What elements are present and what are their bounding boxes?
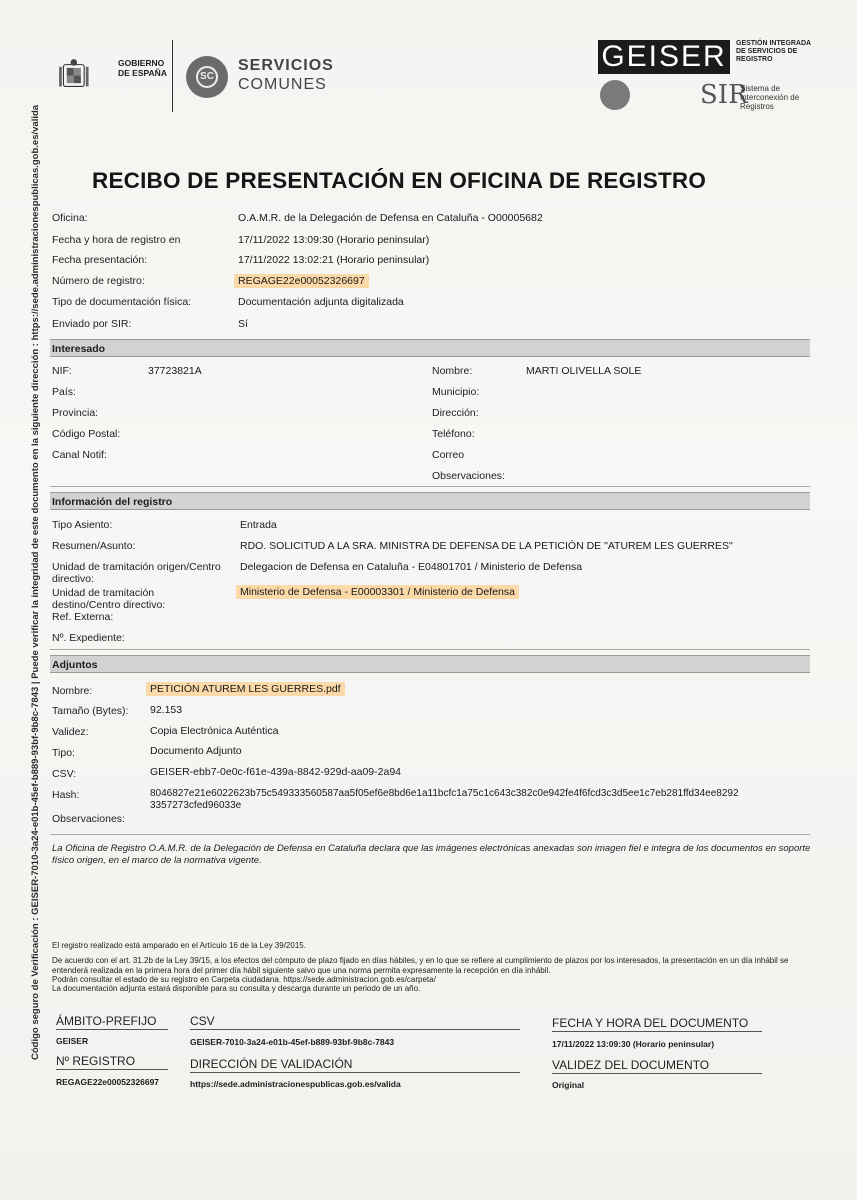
adjunto-observaciones-label: Observaciones: [52, 813, 125, 825]
destino-value: Ministerio de Defensa - E00003301 / Ministerio de Defensa [236, 585, 519, 599]
sc-emblem-icon: SC [196, 66, 218, 88]
tipo-asiento-value: Entrada [240, 519, 277, 531]
servicios-word: SERVICIOS [238, 57, 334, 74]
declaration-notice: La Oficina de Registro O.A.M.R. de la Delegación de Defensa en Cataluña declara que las imágenes electrónicas anexadas son imagen fiel e integra de los documentos en soporte físico origen, en el marco de la normativa vigente. [52, 843, 811, 866]
servicios-comunes-text [238, 56, 334, 94]
fecha-hora-label: Fecha y hora de registro en [52, 234, 181, 246]
municipio-label: Municipio: [432, 386, 480, 398]
nro-registro-value: REGAGE22e00052326697 [56, 1077, 160, 1087]
origen-label-2: directivo: [52, 573, 95, 585]
ref-externa-label: Ref. Externa: [52, 611, 114, 623]
ambito-prefijo-value: GEISER [56, 1036, 89, 1046]
origen-label-1: Unidad de tramitación origen/Centro [52, 561, 221, 573]
origen-value: Delegacion de Defensa en Cataluña - E04801701 / Ministerio de Defensa [240, 561, 583, 573]
tamano-value: 92.153 [150, 704, 183, 716]
geiser-subtitle: GESTIÓN INTEGRADA DE SERVICIOS DE REGISTRO [736, 40, 811, 63]
fecha-presentacion-value: 17/11/2022 13:02:21 (Horario peninsular) [238, 254, 430, 266]
sir-subtitle: Sistema de Interconexión de Registros [740, 84, 800, 111]
csv-value: GEISER-ebb7-0e0c-f61e-439a-8842-929d-aa09-2a94 [150, 766, 402, 778]
divider [552, 1031, 762, 1032]
hash-value-line-2: 3357273cfed96033e [150, 800, 242, 811]
destino-wrap [240, 586, 519, 598]
nombre-value: MARTI OLIVELLA SOLE [526, 365, 642, 377]
direccion-validacion-value: https://sede.administracionespublicas.gob.es/valida [190, 1079, 401, 1089]
canal-notif-label: Canal Notif: [52, 449, 107, 461]
numero-registro-wrap [238, 275, 369, 287]
logo-divider [172, 40, 173, 112]
resumen-value: RDO. SOLICITUD A LA SRA. MINISTRA DE DEFENSA DE LA PETICIÓN DE "ATUREM LES GUERRES" [240, 540, 733, 552]
ambito-prefijo-label: ÁMBITO-PREFIJO [56, 1014, 157, 1028]
page-title: RECIBO DE PRESENTACIÓN EN OFICINA DE REGISTRO [92, 168, 707, 193]
divider [56, 1029, 168, 1030]
telefono-label: Teléfono: [432, 428, 475, 440]
legal-line-1: El registro realizado está amparado en el Artículo 16 de la Ley 39/2015. [52, 941, 306, 950]
csv-label: CSV: [52, 768, 77, 780]
direccion-validacion-label: DIRECCIÓN DE VALIDACIÓN [190, 1057, 353, 1071]
direccion-label: Dirección: [432, 407, 479, 419]
validez-documento-label: VALIDEZ DEL DOCUMENTO [552, 1058, 710, 1072]
interesado-section-header: Interesado [50, 339, 810, 357]
sir-logo: SIR [700, 80, 748, 110]
resumen-label: Resumen/Asunto: [52, 540, 136, 552]
oficina-value: O.A.M.R. de la Delegación de Defensa en Cataluña - O00005682 [238, 212, 543, 224]
divider [50, 486, 810, 487]
tipo-doc-label: Tipo de documentación física: [52, 296, 192, 308]
adjuntos-section-header: Adjuntos [50, 655, 810, 673]
oficina-label: Oficina: [52, 212, 88, 224]
comunes-word: COMUNES [238, 76, 327, 93]
validez-label: Validez: [52, 726, 89, 738]
tipo-asiento-label: Tipo Asiento: [52, 519, 113, 531]
destino-label-1: Unidad de tramitación [52, 587, 155, 599]
nombre-label: Nombre: [432, 365, 473, 377]
csv-footer-label: CSV [190, 1014, 215, 1028]
correo-label: Correo [432, 449, 465, 461]
fecha-presentacion-label: Fecha presentación: [52, 254, 148, 266]
adjunto-nombre-value: PETICIÓN ATUREM LES GUERRES.pdf [146, 682, 345, 696]
fecha-documento-label: FECHA Y HORA DEL DOCUMENTO [552, 1016, 749, 1030]
numero-registro-label: Número de registro: [52, 275, 145, 287]
enviado-sir-label: Enviado por SIR: [52, 318, 132, 330]
divider [50, 834, 810, 835]
legal-line-3: Podrán consultar el estado de su registro en Carpeta ciudadana. https://sede.administracion.gob.es/carpeta/ [52, 975, 436, 984]
info-section-header: Información del registro [50, 492, 810, 510]
hash-label: Hash: [52, 789, 80, 801]
enviado-sir-value: Sí [238, 318, 248, 330]
adjunto-nombre-wrap [150, 683, 345, 695]
tipo-value: Documento Adjunto [150, 745, 242, 757]
divider [552, 1073, 762, 1074]
expediente-label: Nº. Expediente: [52, 632, 125, 644]
divider [50, 649, 810, 650]
tamano-label: Tamaño (Bytes): [52, 705, 129, 717]
fecha-documento-value: 17/11/2022 13:09:30 (Horario peninsular) [552, 1039, 715, 1049]
destino-label-2: destino/Centro directivo: [52, 599, 166, 611]
validez-documento-value: Original [552, 1080, 585, 1090]
nif-value: 37723821A [148, 365, 202, 377]
divider [190, 1029, 520, 1030]
coat-of-arms-logo [58, 42, 118, 108]
divider [56, 1069, 168, 1070]
hash-value-line-1: 8046827e21e6022623b75c549333560587aa5f05ef6e8bd6e1a11bcfc1a75c1c643c382c0e942fe4f6fcd3c3d5ee1c7eb281ffd34ee8292 [150, 788, 739, 799]
tipo-doc-value: Documentación adjunta digitalizada [238, 296, 404, 308]
divider [190, 1072, 520, 1073]
gobierno-text: GOBIERNO DE ESPAÑA [118, 58, 167, 78]
r-logo-icon [600, 80, 630, 110]
nif-label: NIF: [52, 365, 72, 377]
adjunto-nombre-label: Nombre: [52, 685, 93, 697]
tipo-label: Tipo: [52, 747, 75, 759]
fecha-hora-value: 17/11/2022 13:09:30 (Horario peninsular) [238, 234, 430, 246]
numero-registro-value: REGAGE22e00052326697 [234, 274, 369, 288]
codigo-postal-label: Código Postal: [52, 428, 121, 440]
interesado-observaciones-label: Observaciones: [432, 470, 505, 482]
nro-registro-label: Nº REGISTRO [56, 1054, 136, 1068]
verification-side-text: Código seguro de Verificación : GEISER-7010-3a24-e01b-45ef-b889-93bf-9b8c-7843 | Puede verificar la integridad de este documento en la siguiente dirección : https://sede.administracionespublicas.gob.es/valida [30, 104, 41, 1060]
pais-label: País: [52, 386, 76, 398]
provincia-label: Provincia: [52, 407, 99, 419]
csv-footer-value: GEISER-7010-3a24-e01b-45ef-b889-93bf-9b8c-7843 [190, 1037, 395, 1047]
validez-value: Copia Electrónica Auténtica [150, 725, 279, 737]
legal-line-2: De acuerdo con el art. 31.2b de la Ley 39/15, a los efectos del cómputo de plazo fijado en días hábiles, y en lo que se refiere al cumplimiento de plazos por los interesados, la presentación en un día inhábil se entenderá realizada en la primera hora del primer día hábil siguiente salvo que una norma permita expresamente la recepción en día inhábil. [52, 956, 789, 975]
legal-line-4: La documentación adjunta estará disponible para su consulta y descarga durante un periodo de un año. [52, 984, 421, 993]
geiser-logo: GEISER [598, 40, 730, 74]
